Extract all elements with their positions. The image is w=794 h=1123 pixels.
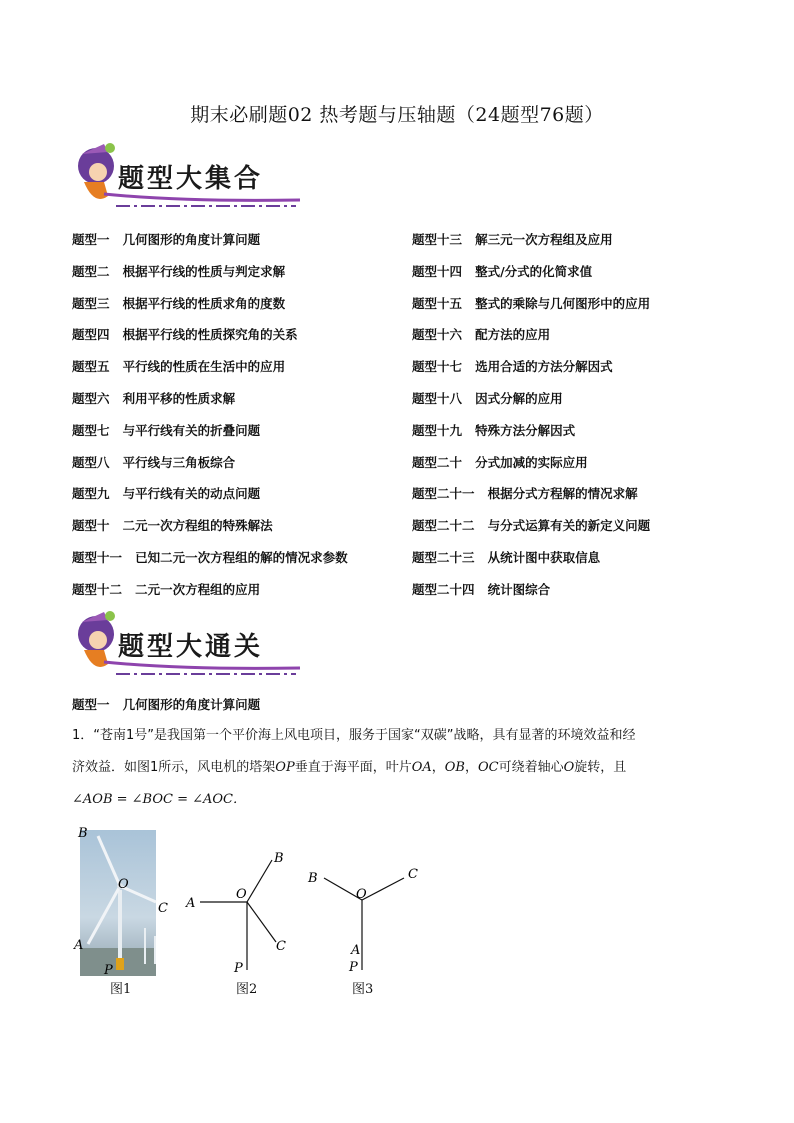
toc-item-num: 题型十五	[412, 295, 463, 311]
section-heading	[72, 695, 260, 713]
toc-item-text: 根据平行线的性质与判定求解	[122, 263, 286, 279]
fig3-label-A: A	[351, 943, 361, 958]
section-text: 几何图形的角度计算问题	[122, 697, 261, 712]
toc-item[interactable]	[412, 262, 592, 280]
toc-item-text: 因式分解的应用	[475, 391, 563, 406]
toc-item[interactable]	[72, 484, 260, 502]
problem-line-1: 1．“苍南1号”是我国第一个平价海上风电项目，服务于国家“双碳”战略，具有显著的环境效益和经	[72, 728, 636, 743]
toc-item[interactable]	[412, 453, 588, 471]
toc-item[interactable]	[72, 453, 235, 471]
figure-1	[76, 820, 176, 980]
fig1-label-P: P	[104, 963, 113, 978]
toc-item-num: 题型十六	[412, 327, 463, 343]
toc-item[interactable]	[412, 325, 550, 343]
toc-item-text: 与分式运算有关的新定义问题	[487, 518, 651, 534]
section-num: 题型一	[72, 697, 110, 712]
problem-text-part: 旋转，且	[574, 760, 627, 775]
math-OA: OA	[411, 760, 432, 775]
toc-item-num: 题型三	[72, 295, 110, 311]
toc-item-text: 配方法的应用	[475, 327, 551, 343]
toc-item-text: 根据分式方程解的情况求解	[487, 486, 638, 502]
toc-item-num: 题型二十二	[412, 518, 475, 534]
fig1-label-C: C	[158, 901, 168, 916]
toc-item-num: 题型六	[72, 391, 110, 406]
toc-item-num: 题型九	[72, 486, 110, 502]
toc-item-text: 二元一次方程组的应用	[135, 581, 261, 597]
toc-item-num: 题型十七	[412, 359, 463, 375]
toc-item-num: 题型一	[72, 232, 110, 247]
toc-item-num: 题型五	[72, 359, 110, 375]
banner-collection-text: 题型大集合	[118, 164, 264, 194]
toc-item-text: 统计图综合	[487, 581, 551, 597]
figure-3-caption: 图3	[352, 982, 374, 997]
toc-item-num: 题型四	[72, 327, 110, 343]
toc-item-num: 题型十	[72, 518, 110, 534]
figure-3-diagram	[300, 860, 430, 980]
toc-item-text: 与平行线有关的动点问题	[122, 486, 261, 502]
toc-item-num: 题型十三	[412, 232, 463, 247]
toc-item-text: 整式/分式的化简求值	[475, 263, 593, 279]
problem-line-2: 济效益．如图1所示，风电机的塔架OP垂直于海平面，叶片OA，OB，OC可绕着轴心O旋转，且	[72, 760, 627, 775]
toc-item-text: 从统计图中获取信息	[487, 550, 601, 565]
toc-item[interactable]	[412, 357, 613, 375]
toc-item-num: 题型十九	[412, 422, 463, 438]
problem-text-part: 垂直于海平面，叶片	[294, 760, 412, 775]
toc-item-text: 平行线的性质在生活中的应用	[122, 359, 286, 375]
toc-item[interactable]	[412, 294, 650, 312]
toc-item-num: 题型二十四	[412, 581, 475, 597]
toc-item-num: 题型二十三	[412, 550, 475, 565]
fig3-label-P: P	[349, 960, 358, 975]
toc-item-text: 解三元一次方程组及应用	[475, 232, 613, 247]
toc-item-text: 分式加减的实际应用	[475, 454, 588, 470]
problem-line-3: ∠AOB = ∠BOC = ∠AOC．	[72, 792, 246, 807]
toc-item-num: 题型十八	[412, 391, 463, 406]
fig2-label-P: P	[234, 961, 243, 976]
toc-item-num: 题型二	[72, 263, 110, 279]
problem-text	[72, 720, 732, 816]
fig1-label-B: B	[78, 826, 88, 841]
toc-item-text: 选用合适的方法分解因式	[475, 359, 613, 375]
toc-item-num: 题型十一	[72, 550, 123, 565]
toc-item[interactable]	[72, 357, 285, 375]
toc-item-text: 根据平行线的性质探究角的关系	[122, 327, 298, 343]
toc-item[interactable]	[72, 230, 260, 248]
toc-item-num: 题型十四	[412, 263, 463, 279]
toc-item-text: 特殊方法分解因式	[475, 422, 576, 438]
math-OB: OB	[444, 760, 465, 775]
toc-item[interactable]	[412, 580, 550, 598]
toc-item[interactable]	[72, 389, 235, 407]
toc-item[interactable]	[412, 230, 613, 248]
toc-item-num: 题型八	[72, 454, 110, 470]
toc-item-text: 二元一次方程组的特殊解法	[122, 518, 273, 534]
banner-collection	[64, 142, 304, 214]
toc-item-num: 题型二十一	[412, 486, 475, 502]
fig2-label-O: O	[236, 887, 247, 902]
toc-item[interactable]	[412, 548, 600, 566]
toc-item[interactable]	[72, 325, 298, 343]
fig3-label-O: O	[356, 887, 367, 902]
toc-item-num: 题型二十	[412, 454, 463, 470]
toc-item[interactable]	[72, 262, 285, 280]
toc-item-text: 平行线与三角板综合	[122, 454, 236, 470]
toc-item-text: 根据平行线的性质求角的度数	[122, 295, 286, 311]
math-OC: OC	[478, 760, 499, 775]
toc-item[interactable]	[412, 484, 638, 502]
fig2-label-A: A	[186, 896, 196, 911]
fig2-label-B: B	[274, 851, 284, 866]
math-O: O	[563, 760, 575, 775]
wind-turbine-photo	[76, 820, 176, 980]
toc-item[interactable]	[412, 421, 575, 439]
toc-item-text: 已知二元一次方程组的解的情况求参数	[135, 550, 348, 565]
figure-2-diagram	[180, 840, 300, 980]
toc-item[interactable]	[72, 580, 260, 598]
toc-item-text: 利用平移的性质求解	[122, 391, 236, 406]
toc-item[interactable]	[412, 516, 650, 534]
banner-practice-text: 题型大通关	[118, 632, 264, 662]
toc-item-text: 整式的乘除与几何图形中的应用	[475, 295, 651, 311]
figure-2-caption: 图2	[236, 982, 258, 997]
problem-text-part: 可绕着轴心	[498, 760, 564, 775]
toc-item[interactable]	[72, 421, 260, 439]
page-title: 期末必刷题02 热考题与压轴题（24题型76题）	[190, 104, 604, 126]
toc-item-text: 与平行线有关的折叠问题	[122, 422, 261, 438]
toc-item[interactable]	[72, 294, 285, 312]
toc-item-num: 题型十二	[72, 581, 123, 597]
fig3-label-C: C	[408, 867, 418, 882]
fig1-label-A: A	[74, 938, 84, 953]
toc-item-num: 题型七	[72, 422, 110, 438]
toc-item[interactable]	[72, 516, 273, 534]
fig1-label-O: O	[118, 877, 129, 892]
toc-item-text: 几何图形的角度计算问题	[122, 232, 261, 247]
math-OP: OP	[275, 760, 295, 775]
fig2-label-C: C	[276, 939, 286, 954]
figure-1-caption: 图1	[110, 982, 132, 997]
fig3-label-B: B	[308, 871, 318, 886]
banner-practice	[64, 610, 304, 682]
toc-item[interactable]	[72, 548, 348, 566]
figure-2	[180, 840, 300, 980]
problem-text-part: 济效益．如图1所示，风电机的塔架	[72, 760, 276, 775]
figure-3	[300, 860, 430, 980]
toc-item[interactable]	[412, 389, 563, 407]
